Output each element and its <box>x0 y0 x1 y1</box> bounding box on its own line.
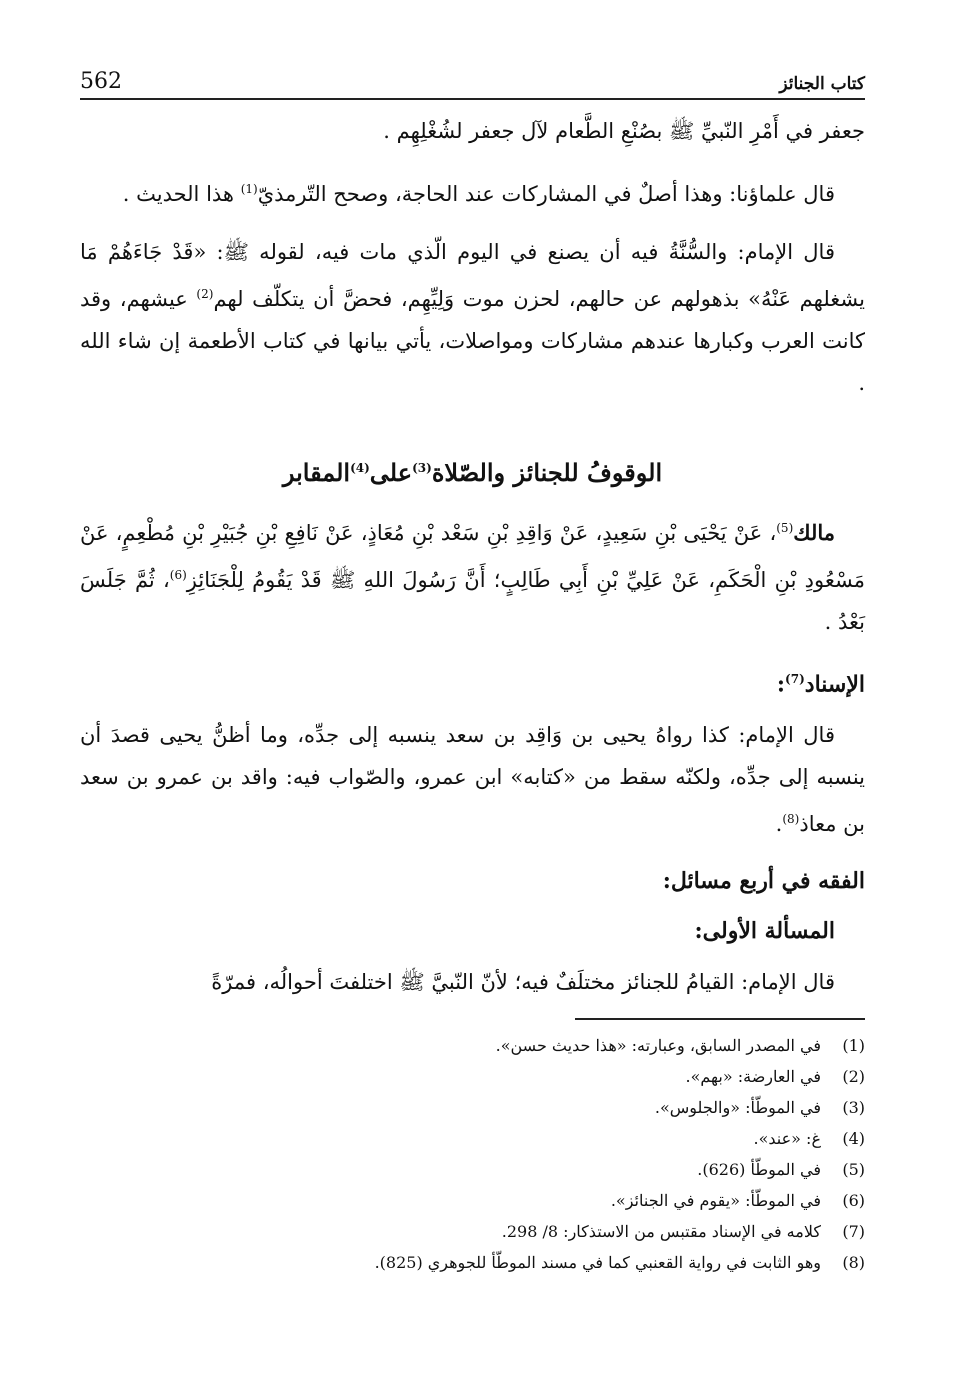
footnote-3 <box>80 1092 865 1123</box>
paragraph-3-text-a: قال الإمام: والسُّنَّةُ فيه أن يصنع في اليوم الّذي مات فيه، لقوله ﷺ: «قَدْ جَاءَهُمْ مَا يشغلهم عَنْهُ» بذهولهم عن حالهم، لحزن موت وَلِيِّهِم، فحضَّ أن يتكلّف لهم <box>80 240 865 311</box>
footnote-text: في الموطّأ: «يقوم في الجنائز». <box>610 1191 821 1210</box>
footnote-8 <box>80 1247 865 1278</box>
footnote-2 <box>80 1061 865 1092</box>
footnote-marker-7[interactable]: (7) <box>785 672 805 686</box>
footnote-text: كلامه في الإسناد مقتبس من الاستذكار: 8/ 298. <box>501 1222 821 1241</box>
footnote-marker-3[interactable]: (3) <box>412 461 432 475</box>
footnote-7 <box>80 1216 865 1247</box>
footnote-number: (7) <box>842 1222 865 1241</box>
footnote-marker-6[interactable]: (6) <box>169 568 187 582</box>
isnad-heading-colon: : <box>776 671 786 698</box>
paragraph-5-text-b: . <box>775 812 783 837</box>
paragraph-1-text: جعفر في أَمْرِ النّبيِّ ﷺ بصُنْعِ الطَّعام لآل جعفر لشُغْلِهِم . <box>383 119 865 143</box>
footnote-marker-4[interactable]: (4) <box>350 461 370 475</box>
footnote-text: في المصدر السابق، وعبارته: «هذا حديث حسن». <box>495 1036 821 1055</box>
paragraph-2 <box>80 168 865 215</box>
footnote-list <box>80 1030 865 1278</box>
footnote-marker-8[interactable]: (8) <box>782 812 800 827</box>
paragraph-6-text: قال الإمام: القيامُ للجنائز مختلَفٌ فيه؛ لأنّ النّبيَّ ﷺ اختلفتَ أحوالُه، فمرّةً <box>211 970 835 995</box>
footnote-marker-5[interactable]: (5) <box>776 521 794 535</box>
paragraph-3 <box>80 231 865 404</box>
page-header <box>80 58 865 100</box>
footnote-6 <box>80 1185 865 1216</box>
footnote-number: (6) <box>842 1191 865 1210</box>
footnote-divider <box>575 1018 865 1020</box>
fiqh-heading: الفقه في أربع مسائل: <box>662 868 865 895</box>
page-number: 562 <box>80 69 122 94</box>
section-title-part-1: الوقوفُ للجنائز والصّلاة <box>431 458 663 487</box>
footnote-marker-2[interactable]: (2) <box>196 287 214 301</box>
footnote-5 <box>80 1154 865 1185</box>
running-title: كتاب الجنائز <box>779 74 865 94</box>
footnote-number: (8) <box>842 1253 865 1272</box>
paragraph-5-text-a: قال الإمام: كذا رواهُ يحيى بن وَاقِد بن سعد ينسبه إلى جدِّه، وما أظنُّ يحيى قصدَ أن ينسبه إلى جدِّه، ولكنّه سقط من «كتابه» ابن عمرو، والصّواب فيه: واقد بن عمرو بن سعد بن معاذ <box>80 723 865 837</box>
footnotes <box>80 1018 865 1278</box>
footnote-marker-1[interactable]: (1) <box>240 182 258 196</box>
main-text <box>80 110 865 1019</box>
section-title-part-2: على <box>369 458 413 487</box>
isnad-heading <box>80 659 865 704</box>
paragraph-5 <box>80 714 865 845</box>
section-title <box>80 448 865 493</box>
hadith-text-a: ، عَنْ يَحْيَى بْنِ سَعِيدٍ، عَنْ وَاقِدِ بْنِ سَعْد بْنِ مُعَاذٍ، عَنْ نَافِعِ بْنِ جُبَيْرِ بْنِ مُطْعِمٍ، عَنْ مَسْعُودِ بْنِ الْحَكَمِ، عَنْ عَلِيِّ بْنِ أَبِي طَالِبٍ؛ أَنَّ رَسُولَ اللهِ ﷺ قَدْ يَقُومُ لِلْجَنَائِزِ <box>80 521 866 592</box>
hadith-narrator: مالك <box>793 520 835 545</box>
hadith-text-b: ، ثُمَّ جَلَسَ بَعْدُ . <box>80 568 865 634</box>
footnote-number: (5) <box>842 1160 865 1179</box>
paragraph-2-text-b: هذا الحديث . <box>122 182 241 206</box>
hadith-paragraph <box>80 507 865 643</box>
paragraph-6 <box>80 961 865 1003</box>
footnote-number: (2) <box>842 1067 865 1086</box>
paragraph-2-text-a: قال علماؤنا: وهذا أصلٌ في المشاركات عند الحاجة، وصحح التّرمذيّ <box>257 182 835 206</box>
footnote-text: في العارضة: «بهم». <box>685 1067 821 1086</box>
isnad-heading-text: الإسناد <box>804 671 865 698</box>
footnote-number: (4) <box>842 1129 865 1148</box>
footnote-number: (1) <box>842 1036 865 1055</box>
section-title-part-3: المقابر <box>282 458 351 487</box>
footnote-4 <box>80 1123 865 1154</box>
footnote-1 <box>80 1030 865 1061</box>
paragraph-1 <box>80 110 865 152</box>
masala-1-heading: المسألة الأولى: <box>694 918 835 945</box>
footnote-number: (3) <box>842 1098 865 1117</box>
footnote-text: في الموطّأ (626). <box>697 1160 821 1179</box>
paragraph-3-text-b: عيشهم، وقد كانت العرب وكبارها عندهم مشاركات ومواصلات، يأتي بيانها في كتاب الأطعمة إن شاء الله . <box>80 287 865 395</box>
footnote-text: في الموطّأ: «والجلوس». <box>654 1098 821 1117</box>
footnote-text: غ: «عند». <box>753 1129 821 1148</box>
footnote-text: وهو الثابت في رواية القعنبي كما في مسند الموطّأ للجوهري (825). <box>374 1253 821 1272</box>
